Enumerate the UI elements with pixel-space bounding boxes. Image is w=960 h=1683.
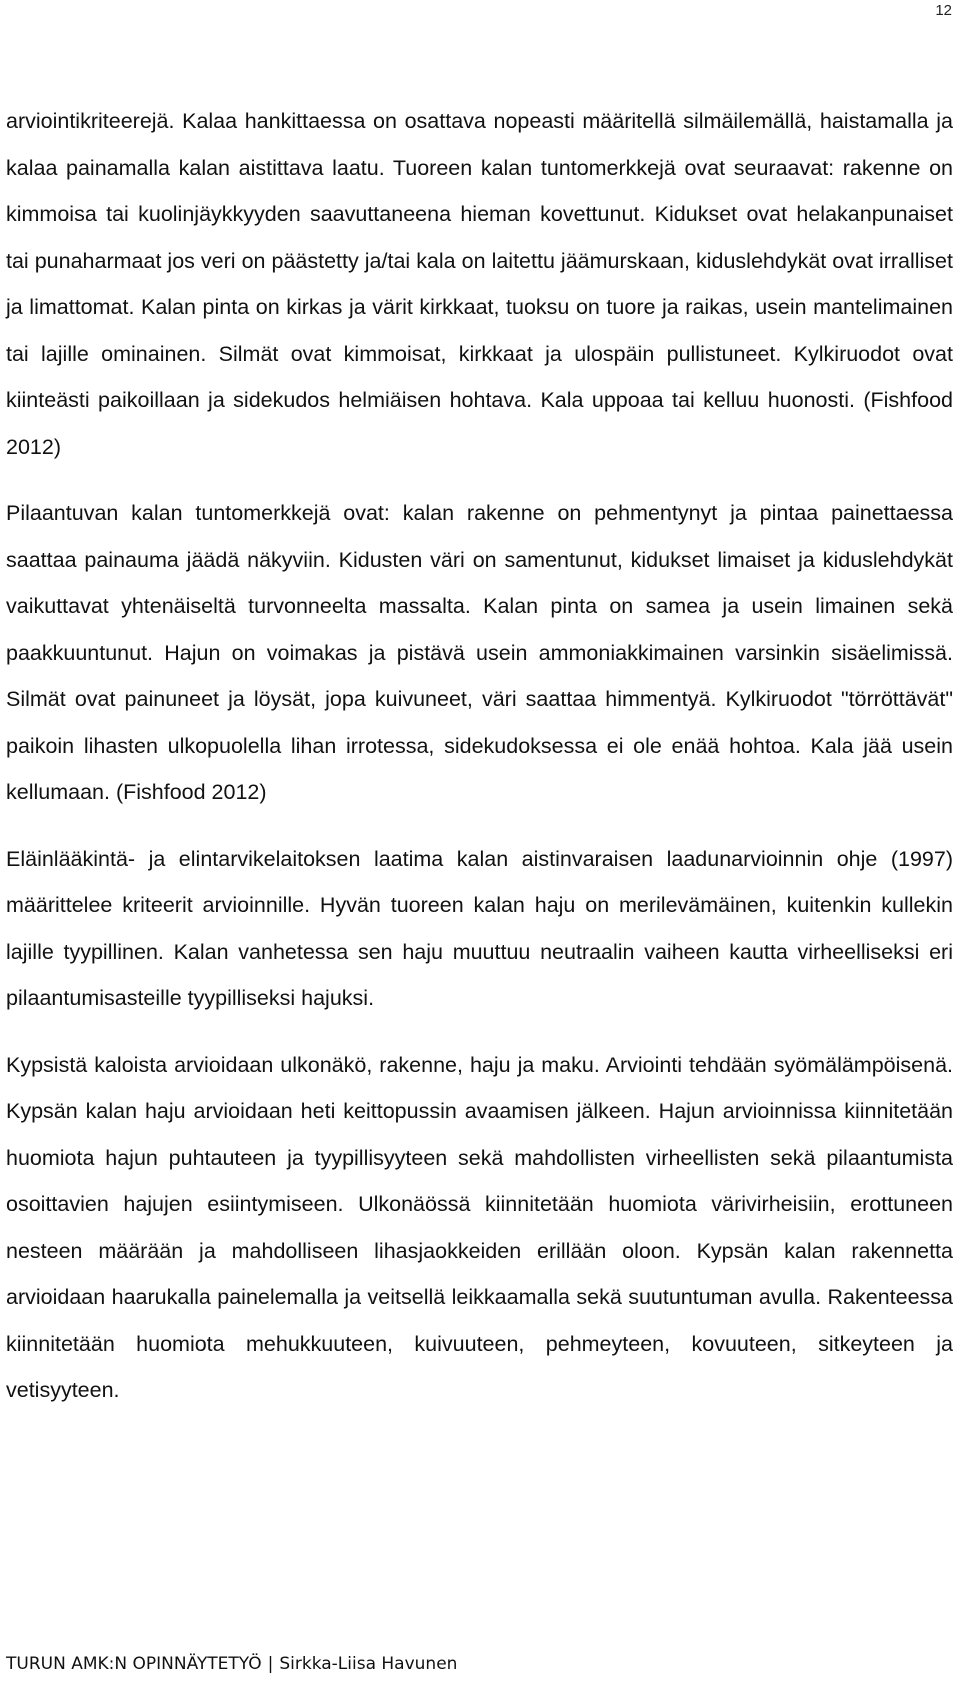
document-body	[6, 98, 953, 1414]
footer-separator: |	[267, 1654, 274, 1674]
paragraph-spoiling-fish: Pilaantuvan kalan tuntomerkkejä ovat: kalan rakenne on pehmentynyt ja pintaa painettaessa saattaa painauma jäädä näkyviin. Kidusten väri on samentunut, kidukset limaiset ja kiduslehdykät vaikuttavat yhtenäiseltä turvonneelta massalta. Kalan pinta on samea ja usein limainen sekä paakkuuntunut. Hajun on voimakas ja pistävä usein ammoniakkimainen varsinkin sisäelimissä. Silmät ovat painuneet ja löysät, jopa kuivuneet, väri saattaa himmentyä. Kylkiruodot "törröttävät" paikoin lihasten ulkopuolella lihan irrotessa, sidekudoksessa ei ole enää hohtoa. Kala jää usein kellumaan. (Fishfood 2012)	[6, 501, 953, 804]
page-number: 12	[935, 2, 952, 19]
paragraph-fresh-fish: arviointikriteerejä. Kalaa hankittaessa on osattava nopeasti määritellä silmäilemällä, haistamalla ja kalaa painamalla kalan aistittava laatu. Tuoreen kalan tuntomerkkejä ovat seuraavat: rakenne on kimmoisa tai kuolinjäykkyyden saavuttaneena hieman kovettunut. Kidukset ovat helakanpunaiset tai punaharmaat jos veri on päästetty ja/tai kala on laitettu jäämurskaan, kiduslehdykät ovat irralliset ja limattomat. Kalan pinta on kirkas ja värit kirkkaat, tuoksu on tuore ja raikas, usein mantelimainen tai lajille ominainen. Silmät ovat kimmoisat, kirkkaat ja ulospäin pullistuneet. Kylkiruodot ovat kiinteästi paikoillaan ja sidekudos helmiäisen hohtava. Kala uppoaa tai kelluu huonosti. (Fishfood 2012)	[6, 109, 953, 459]
paragraph-evaluation-guide: Eläinlääkintä- ja elintarvikelaitoksen laatima kalan aistinvaraisen laadunarvioinnin ohje (1997) määrittelee kriteerit arvioinnille. Hyvän tuoreen kalan haju on merilevämäinen, kuitenkin kullekin lajille tyypillinen. Kalan vanhetessa sen haju muuttuu neutraalin vaiheen kautta virheelliseksi eri pilaantumisasteille tyypilliseksi hajuksi.	[6, 846, 953, 1010]
footer-institution: TURUN AMK:N OPINNÄYTETYÖ	[6, 1654, 262, 1674]
page-footer	[6, 1654, 457, 1674]
paragraph-cooked-fish: Kypsistä kaloista arvioidaan ulkonäkö, rakenne, haju ja maku. Arviointi tehdään syömälämpöisenä. Kypsän kalan haju arvioidaan heti keittopussin avaamisen jälkeen. Hajun arvioinnissa kiinnitetään huomiota hajun puhtauteen ja tyypillisyyteen sekä mahdollisten virheellisten sekä pilaantumista osoittavien hajujen esiintymiseen. Ulkonäössä kiinnitetään huomiota värivirheisiin, erottuneen nesteen määrään ja mahdolliseen lihasjaokkeiden erillään oloon. Kypsän kalan rakennetta arvioidaan haarukalla painelemalla ja veitsellä leikkaamalla sekä suutuntuman avulla. Rakenteessa kiinnitetään huomiota mehukkuuteen, kuivuuteen, pehmeyteen, kovuuteen, sitkeyteen ja vetisyyteen.	[6, 1052, 953, 1402]
footer-author: Sirkka-Liisa Havunen	[279, 1654, 458, 1674]
